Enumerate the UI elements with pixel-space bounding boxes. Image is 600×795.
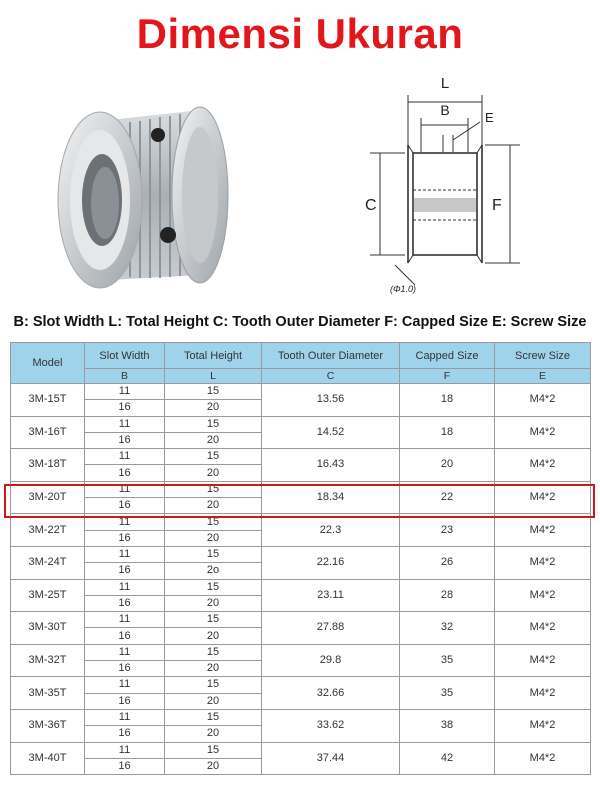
capped-size-cell: 20 (400, 449, 495, 482)
slot-width-cell: 16 (85, 661, 165, 677)
set-screw-icon (151, 128, 165, 142)
total-height-cell: 20 (165, 693, 262, 709)
column-subheader: E (495, 369, 591, 384)
slot-width-cell: 16 (85, 628, 165, 644)
model-cell: 3M-22T (11, 514, 85, 547)
total-height-cell: 15 (165, 579, 262, 595)
table-row (11, 579, 591, 595)
table-row (11, 742, 591, 758)
label-e: E (485, 110, 494, 125)
slot-width-cell: 16 (85, 530, 165, 546)
screw-size-cell: M4*2 (495, 546, 591, 579)
slot-width-cell: 16 (85, 400, 165, 416)
column-subheader: B (85, 369, 165, 384)
column-header: Screw Size (495, 343, 591, 369)
screw-size-cell: M4*2 (495, 742, 591, 775)
total-height-cell: 2o (165, 563, 262, 579)
total-height-cell: 20 (165, 432, 262, 448)
total-height-cell: 20 (165, 661, 262, 677)
model-cell: 3M-24T (11, 546, 85, 579)
screw-size-cell: M4*2 (495, 416, 591, 449)
table-row (11, 612, 591, 628)
model-cell: 3M-16T (11, 416, 85, 449)
screw-size-cell: M4*2 (495, 612, 591, 645)
total-height-cell: 20 (165, 465, 262, 481)
label-f: F (492, 197, 502, 214)
table-row (11, 677, 591, 693)
table-row (11, 449, 591, 465)
total-height-cell: 15 (165, 742, 262, 758)
total-height-cell: 15 (165, 449, 262, 465)
total-height-cell: 15 (165, 677, 262, 693)
slot-width-cell: 11 (85, 416, 165, 432)
tooth-outer-diameter-cell: 27.88 (262, 612, 400, 645)
dimension-drawing (335, 60, 525, 300)
total-height-cell: 15 (165, 546, 262, 562)
capped-size-cell: 35 (400, 677, 495, 710)
capped-size-cell: 32 (400, 612, 495, 645)
screw-size-cell: M4*2 (495, 579, 591, 612)
tooth-outer-diameter-cell: 22.3 (262, 514, 400, 547)
slot-width-cell: 11 (85, 514, 165, 530)
screw-size-cell: M4*2 (495, 644, 591, 677)
table-body (11, 384, 591, 775)
capped-size-cell: 18 (400, 416, 495, 449)
capped-size-cell: 26 (400, 546, 495, 579)
capped-size-cell: 42 (400, 742, 495, 775)
total-height-cell: 15 (165, 416, 262, 432)
spec-table (10, 342, 591, 775)
table-header-row (11, 343, 591, 369)
highlight-box-3m-20t (4, 484, 595, 518)
column-subheader: L (165, 369, 262, 384)
table-row (11, 546, 591, 562)
slot-width-cell: 11 (85, 546, 165, 562)
capped-size-cell: 38 (400, 709, 495, 742)
total-height-cell: 20 (165, 726, 262, 742)
model-cell: 3M-35T (11, 677, 85, 710)
slot-width-cell: 11 (85, 677, 165, 693)
capped-size-cell: 23 (400, 514, 495, 547)
capped-size-cell: 35 (400, 644, 495, 677)
slot-width-cell: 16 (85, 726, 165, 742)
column-subheader: C (262, 369, 400, 384)
column-subheader: F (400, 369, 495, 384)
screw-size-cell: M4*2 (495, 481, 591, 514)
slot-width-cell: 11 (85, 481, 165, 497)
tooth-outer-diameter-cell: 29.8 (262, 644, 400, 677)
slot-width-cell: 16 (85, 563, 165, 579)
capped-size-cell: 28 (400, 579, 495, 612)
total-height-cell: 15 (165, 709, 262, 725)
set-screw-icon (160, 227, 176, 243)
model-cell: 3M-32T (11, 644, 85, 677)
total-height-cell: 20 (165, 758, 262, 774)
model-cell: 3M-40T (11, 742, 85, 775)
screw-size-cell: M4*2 (495, 384, 591, 417)
total-height-cell: 15 (165, 481, 262, 497)
slot-width-cell: 11 (85, 384, 165, 400)
tooth-outer-diameter-cell: 23.11 (262, 579, 400, 612)
model-cell: 3M-25T (11, 579, 85, 612)
tooth-outer-diameter-cell: 37.44 (262, 742, 400, 775)
screw-size-cell: M4*2 (495, 677, 591, 710)
column-header: Tooth Outer Diameter (262, 343, 400, 369)
label-hole: (Φ1.0) (390, 284, 417, 294)
total-height-cell: 20 (165, 498, 262, 514)
table-row (11, 709, 591, 725)
column-header: Total Height (165, 343, 262, 369)
capped-size-cell: 18 (400, 384, 495, 417)
screw-size-cell: M4*2 (495, 514, 591, 547)
dimension-legend: B: Slot Width L: Total Height C: Tooth Outer Diameter F: Capped Size E: Screw Size (13, 314, 587, 330)
slot-width-cell: 11 (85, 579, 165, 595)
slot-width-cell: 16 (85, 758, 165, 774)
tooth-outer-diameter-cell: 18.34 (262, 481, 400, 514)
tooth-outer-diameter-cell: 22.16 (262, 546, 400, 579)
model-cell: 3M-18T (11, 449, 85, 482)
screw-size-cell: M4*2 (495, 709, 591, 742)
slot-width-cell: 11 (85, 742, 165, 758)
total-height-cell: 20 (165, 400, 262, 416)
tooth-outer-diameter-cell: 13.56 (262, 384, 400, 417)
pulley-flange-front (58, 112, 142, 288)
total-height-cell: 20 (165, 628, 262, 644)
model-cell: 3M-20T (11, 481, 85, 514)
total-height-cell: 15 (165, 644, 262, 660)
tooth-outer-diameter-cell: 32.66 (262, 677, 400, 710)
tooth-outer-diameter-cell: 33.62 (262, 709, 400, 742)
tooth-outer-diameter-cell: 16.43 (262, 449, 400, 482)
slot-width-cell: 11 (85, 644, 165, 660)
slot-width-cell: 16 (85, 498, 165, 514)
pulley-photo (50, 95, 240, 295)
total-height-cell: 15 (165, 612, 262, 628)
column-header: Capped Size (400, 343, 495, 369)
slot-width-cell: 11 (85, 612, 165, 628)
table-row (11, 384, 591, 400)
capped-size-cell: 22 (400, 481, 495, 514)
model-cell: 3M-15T (11, 384, 85, 417)
total-height-cell: 15 (165, 514, 262, 530)
label-b: B (440, 102, 450, 118)
table-row (11, 416, 591, 432)
slot-width-cell: 16 (85, 465, 165, 481)
page-title: Dimensi Ukuran (136, 10, 464, 57)
table-row (11, 644, 591, 660)
slot-width-cell: 16 (85, 595, 165, 611)
total-height-cell: 20 (165, 595, 262, 611)
tooth-outer-diameter-cell: 14.52 (262, 416, 400, 449)
label-c: C (365, 197, 377, 214)
model-cell: 3M-36T (11, 709, 85, 742)
slot-width-cell: 11 (85, 709, 165, 725)
total-height-cell: 15 (165, 384, 262, 400)
table-subheader-row (11, 369, 591, 384)
label-l: L (440, 75, 450, 92)
slot-width-cell: 16 (85, 432, 165, 448)
slot-width-cell: 16 (85, 693, 165, 709)
screw-size-cell: M4*2 (495, 449, 591, 482)
total-height-cell: 20 (165, 530, 262, 546)
model-cell: 3M-30T (11, 612, 85, 645)
column-header: Model (11, 343, 85, 384)
column-header: Slot Width (85, 343, 165, 369)
slot-width-cell: 11 (85, 449, 165, 465)
